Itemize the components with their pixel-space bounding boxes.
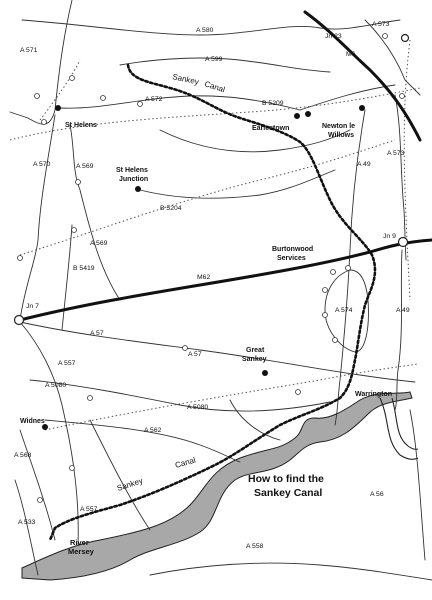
label-m62: M62 <box>197 274 211 281</box>
road-a56 <box>410 410 425 560</box>
label-jn23: Jn 23 <box>325 33 342 40</box>
label-a557-lower: A 557 <box>80 506 98 513</box>
river-mersey-channel-upper <box>380 398 418 459</box>
node <box>333 338 338 343</box>
road-a571 <box>10 0 72 124</box>
label-great-sankey-line2: Sankey <box>242 356 267 363</box>
node <box>35 94 40 99</box>
road-link-1 <box>160 130 350 152</box>
node <box>101 96 106 101</box>
road-a562 <box>45 420 240 462</box>
road-b5204 <box>140 170 335 198</box>
node <box>18 256 23 261</box>
label-a49-upper: A 49 <box>357 161 371 168</box>
label-a57-left: A 57 <box>90 330 104 337</box>
label-st-helens: St Helens <box>65 122 97 129</box>
label-canal-lower-word2: Canal <box>174 455 197 470</box>
road-a533 <box>15 480 38 575</box>
node <box>296 390 301 395</box>
label-b5209: B 5209 <box>262 100 284 107</box>
node <box>323 313 328 318</box>
node <box>346 266 351 271</box>
label-a569-a: A 569 <box>76 163 94 170</box>
label-jn7: Jn 7 <box>26 303 39 310</box>
road-a557 <box>20 322 78 545</box>
node <box>88 396 93 401</box>
node <box>70 76 75 81</box>
junction-23-marker <box>402 35 409 42</box>
label-widnes: Widnes <box>20 418 45 425</box>
road-b5209 <box>300 85 395 110</box>
label-a574: A 574 <box>335 307 353 314</box>
node <box>42 120 47 125</box>
label-canal-lower-word1: Sankey <box>115 476 144 493</box>
label-river-line2: Mersey <box>68 547 94 556</box>
node <box>76 180 81 185</box>
great-sankey-dot <box>262 370 268 376</box>
node <box>400 94 405 99</box>
node <box>38 498 43 503</box>
road-labels <box>14 21 410 550</box>
label-a533: A 533 <box>18 519 36 526</box>
river-label <box>68 538 95 556</box>
label-a558: A 558 <box>246 543 264 550</box>
earlestown-dot <box>294 113 300 119</box>
label-a49-lower: A 49 <box>396 307 410 314</box>
label-a562: A 562 <box>144 427 162 434</box>
label-river-line1: River <box>70 538 89 547</box>
road-a573-top <box>365 20 420 95</box>
label-b5204: B 5204 <box>160 205 182 212</box>
earlestown-dot-2 <box>305 111 311 117</box>
label-jn9: Jn 9 <box>383 233 396 240</box>
label-a571: A 571 <box>20 47 38 54</box>
road-link-4 <box>90 420 150 530</box>
road-a570 <box>20 115 55 320</box>
road-link-3 <box>230 400 280 440</box>
road-a599 <box>120 58 330 72</box>
label-burtonwood-line2: Services <box>277 255 306 262</box>
node <box>70 466 75 471</box>
st-helens-dot <box>55 105 61 111</box>
label-b5419: B 5419 <box>73 265 95 272</box>
label-a57-mid: A 57 <box>188 351 202 358</box>
map-title <box>248 473 324 499</box>
node <box>331 270 336 275</box>
node <box>138 102 143 107</box>
road-a569-lower <box>62 225 72 330</box>
junction-9-marker <box>399 238 408 247</box>
node <box>383 34 388 39</box>
label-a572: A 572 <box>145 96 163 103</box>
node <box>183 346 188 351</box>
label-a5080-mid: A 5080 <box>187 404 209 411</box>
label-a5080-left: A 5080 <box>45 382 67 389</box>
label-canal-upper-word1: Sankey <box>171 72 200 87</box>
st-helens-junction-dot <box>135 186 141 192</box>
label-earlestown: Earlestown <box>252 125 290 132</box>
label-newton-line1: Newton le <box>322 123 356 130</box>
label-a580: A 580 <box>196 27 214 34</box>
node <box>72 228 77 233</box>
label-a573-top: A 573 <box>372 21 390 28</box>
label-a599: A 599 <box>205 56 223 63</box>
road-a558 <box>150 563 432 580</box>
label-great-sankey-line1: Great <box>246 347 265 354</box>
label-st-helens-jn-line2: Junction <box>119 176 149 183</box>
label-a570: A 570 <box>33 161 51 168</box>
label-a569-b: A 569 <box>90 240 108 247</box>
label-a568: A 568 <box>14 452 32 459</box>
motorway-m6 <box>305 12 420 140</box>
road-a5080 <box>30 380 330 411</box>
label-a573-right: A 573 <box>387 150 405 157</box>
label-a56: A 56 <box>370 491 384 498</box>
label-a557-upper: A 557 <box>58 360 76 367</box>
label-st-helens-jn-line1: St Helens <box>116 167 148 174</box>
road-a49-lower <box>395 250 402 410</box>
junction-7-marker <box>15 316 24 325</box>
node <box>323 288 328 293</box>
title-line2: Sankey Canal <box>254 487 323 499</box>
label-burtonwood-line1: Burtonwood <box>272 246 314 253</box>
label-m6: M6 <box>346 51 356 58</box>
rail-right-vertical <box>404 40 410 300</box>
rail-mid <box>20 140 395 255</box>
title-line1: How to find the <box>248 473 324 485</box>
newton-dot <box>359 105 365 111</box>
label-canal-upper-word2: Canal <box>203 79 227 95</box>
label-newton-line2: Willows <box>328 132 354 139</box>
label-warrington: Warrington <box>355 391 393 398</box>
